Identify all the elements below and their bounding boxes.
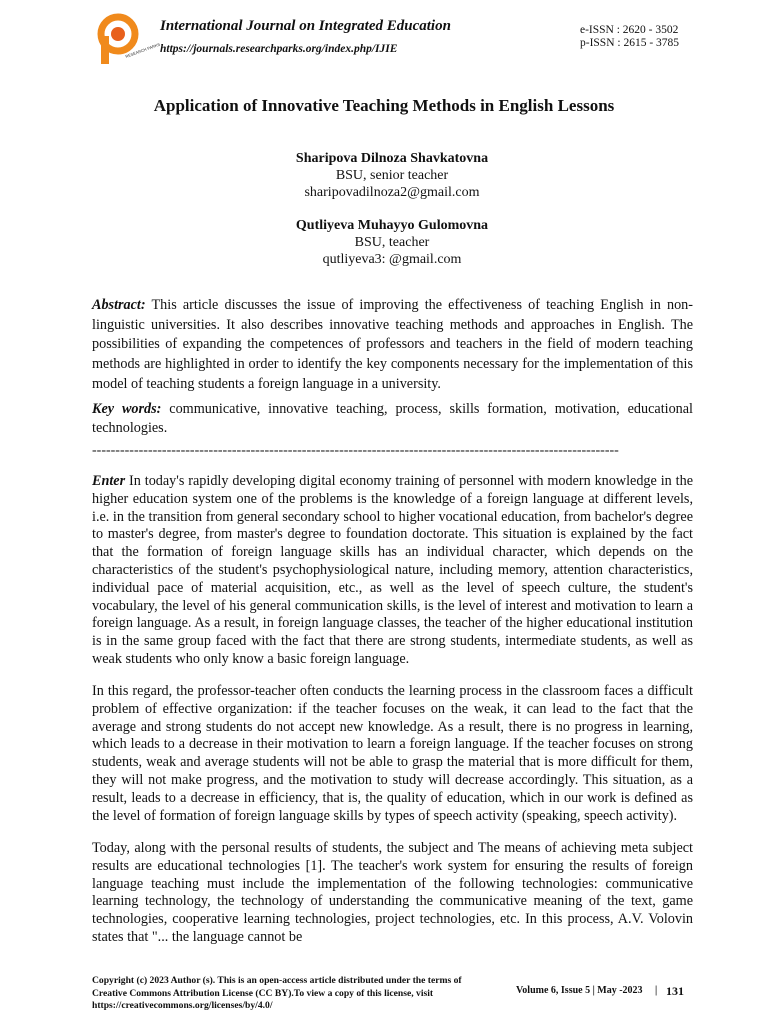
- keywords: [92, 400, 693, 438]
- body-paragraph: [92, 473, 693, 669]
- journal-url[interactable]: https://journals.researchparks.org/index.php/IJIE: [160, 43, 398, 55]
- author-block: [0, 217, 784, 268]
- intro-label: Enter: [92, 473, 126, 489]
- paragraph-text: In today's rapidly developing digital economy training of personnel with modern knowledge in the higher education system one of the problems is the knowledge of a foreign language at different levels, i.e. in the transition from general secondary school to higher vocational education, from bachelor's degree to master's degree, from master's degree to foundation doctorate. This situation is explained by the fact that the formation of foreign language skills has an individual character, which depends on the characteristics of the student's psychophysiological nature, including memory, attention characteristics, individual pace of material acquisition, etc., as well as the level of speech culture, the student's vocabulary, the level of his general communication skills, is the level of interest and motivation to learn a foreign language. As a result, in foreign language classes, the teacher of the higher educational institution is in the same group faced with the fact that there are strong students, intermediate students, as well as weak students who only know a basic foreign language.: [92, 473, 693, 667]
- body-paragraph: In this regard, the professor-teacher often conducts the learning process in the classroom faces a difficult problem of effective organization: if the teacher focuses on the weak, it can lead to the fact that the average and strong students do not accept new knowledge. As a result, there is no progress in learning, which leads to a decrease in their motivation to learn a foreign language. If the teacher focuses on strong students, weak and average students will not be able to grasp the material that is more difficult for them, they will not make progress, and the motivation to study will decrease accordingly. This situation, as a result, leads to a decrease in efficiency, that is, the quality of education, which in our work is defined as the level of formation of foreign language skills by types of speech activity (speaking, speech activity).: [92, 683, 693, 824]
- volume-issue: Volume 6, Issue 5 | May -2023: [516, 985, 643, 996]
- author-name: Sharipova Dilnoza Shavkatovna: [295, 151, 489, 166]
- author-name: Qutliyeva Muhayyo Gulomovna: [295, 218, 489, 233]
- journal-logo: [96, 14, 161, 66]
- journal-name: International Journal on Integrated Education: [160, 18, 451, 34]
- author-affiliation: BSU, senior teacher: [335, 168, 449, 183]
- keywords-text: communicative, innovative teaching, process, skills formation, motivation, educational technologies.: [92, 401, 693, 436]
- abstract-text: This article discusses the issue of improving the effectiveness of teaching English in non-linguistic universities. It also describes innovative teaching methods and approaches in English. The possibilities of expanding the competences of professors and teachers in the field of modern teaching methods are highlighted in order to identify the key components necessary for the implementation of this model of teaching students a foreign language in a university.: [92, 297, 693, 392]
- copyright-notice: Copyright (c) 2023 Author (s). This is an open-access article distributed under the terms of Creative Commons Attribution License (CC BY).To view a copy of this license, visit https://creativecommons.org/licenses/by/4.0/: [92, 975, 462, 1011]
- abstract-label: Abstract:: [92, 297, 146, 313]
- author-email[interactable]: qutliyeva3: @gmail.com: [322, 252, 462, 267]
- p-issn: p-ISSN : 2615 - 3785: [580, 37, 680, 49]
- page-number: 131: [666, 984, 684, 998]
- section-separator: -----------------------------------------------------------------------------------------------------------------: [92, 443, 619, 458]
- logo-stem: [101, 36, 109, 64]
- e-issn: e-ISSN : 2620 - 3502: [580, 24, 679, 36]
- abstract: [92, 296, 693, 395]
- logo-text: RESEARCH PARKS: [124, 41, 161, 59]
- author-email[interactable]: sharipovadilnoza2@gmail.com: [304, 185, 480, 200]
- author-affiliation: BSU, teacher: [354, 235, 430, 250]
- logo-core: [111, 27, 125, 41]
- footer-separator: |: [655, 985, 658, 996]
- article-title: Application of Innovative Teaching Methods in English Lessons: [153, 96, 615, 115]
- body-paragraph: Today, along with the personal results of students, the subject and The means of achieving meta subject results are educational technologies [1]. The teacher's work system for ensuring the results of foreign language teaching must include the implementation of the following technologies: communicative learning technology, the technology of understanding the communicative meaning of the text, game technologies, cooperative learning technologies, project technologies, etc. In this process, A.V. Volovin states that "... the language cannot be: [92, 840, 693, 945]
- author-block: [0, 150, 784, 201]
- keywords-label: Key words:: [92, 401, 162, 417]
